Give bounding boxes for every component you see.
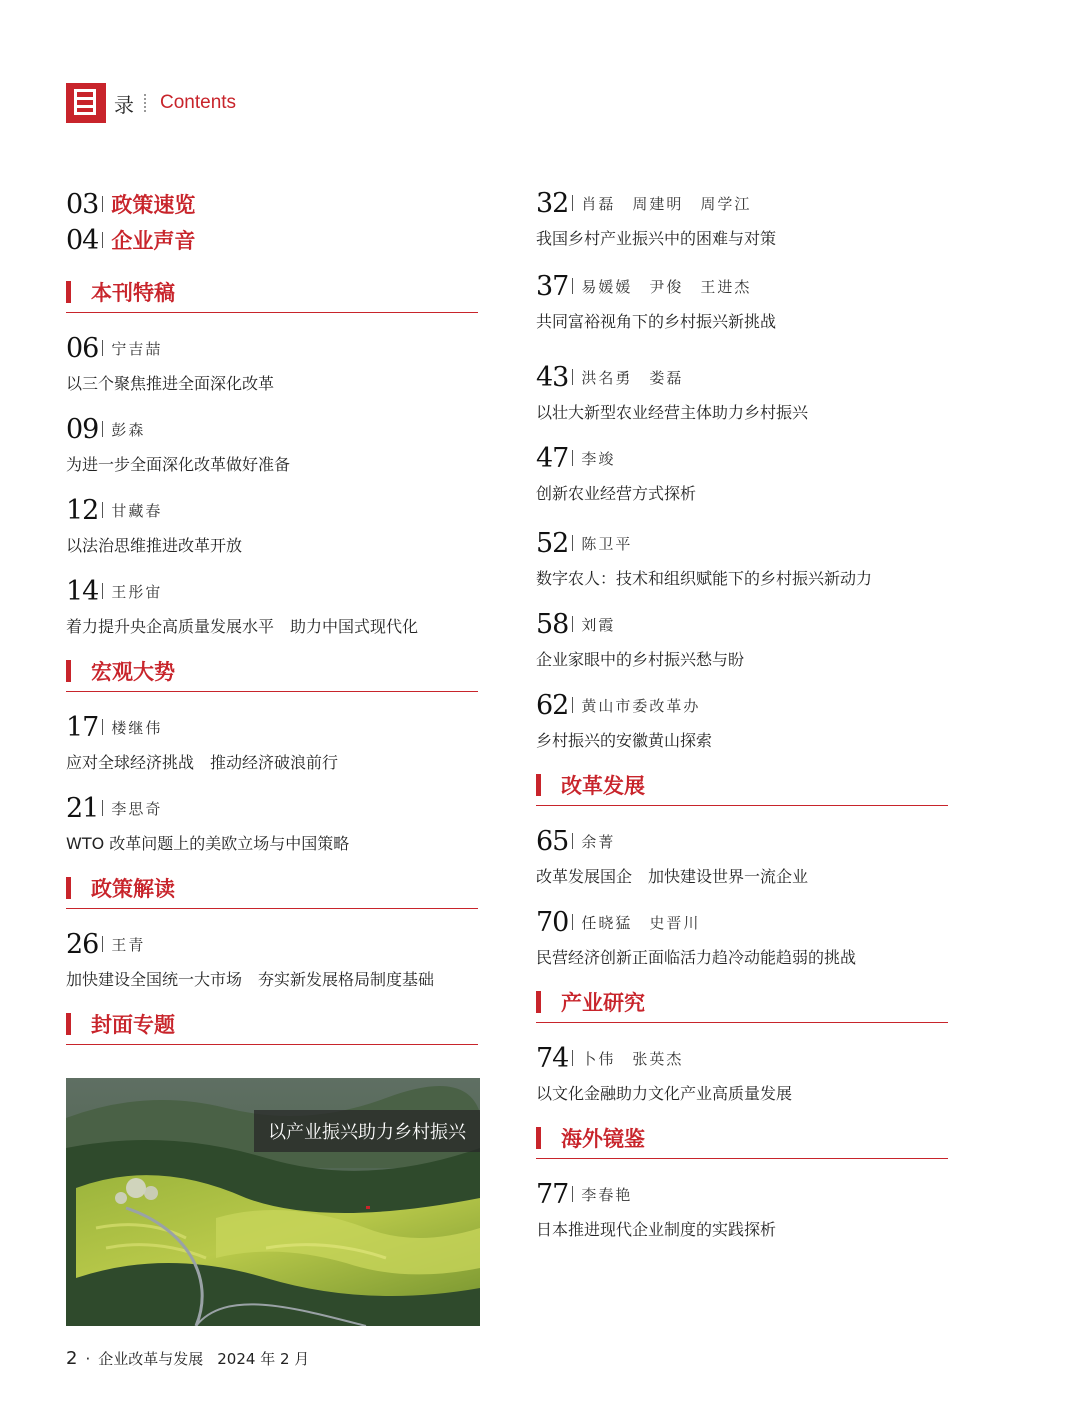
page-number: 65 <box>536 825 569 857</box>
article-entry[interactable] <box>536 269 948 332</box>
article-entry[interactable] <box>536 1177 948 1240</box>
divider <box>102 196 103 212</box>
header-contents-label: Contents <box>160 92 237 113</box>
author: 彭森 <box>111 420 146 439</box>
article-entry[interactable] <box>536 360 948 423</box>
section-title: 宏观大势 <box>91 660 175 684</box>
article-title: 应对全球经济挑战 推动经济破浪前行 <box>66 753 339 772</box>
divider <box>572 1186 573 1202</box>
page-number: 32 <box>536 187 569 219</box>
article-entry[interactable] <box>66 493 478 556</box>
section <box>66 1004 478 1045</box>
author: 宁吉喆 <box>111 339 163 358</box>
page-number: 77 <box>536 1178 569 1210</box>
toc-entry[interactable] <box>66 222 478 258</box>
section <box>66 651 478 854</box>
page-number: 09 <box>66 413 99 445</box>
section-header <box>536 1118 948 1159</box>
footer-dot: · <box>85 1349 91 1368</box>
page-number: 74 <box>536 1042 569 1074</box>
section <box>536 765 948 968</box>
cover-caption: 以产业振兴助力乡村振兴 <box>254 1110 480 1152</box>
divider <box>102 421 103 437</box>
section-title: 改革发展 <box>561 774 645 798</box>
page-number: 14 <box>66 575 99 607</box>
section-title: 本刊特稿 <box>91 281 175 305</box>
divider <box>572 195 573 211</box>
article-entry[interactable] <box>66 412 478 475</box>
divider <box>572 1050 573 1066</box>
section <box>66 868 478 990</box>
section-marker <box>66 877 71 899</box>
divider <box>572 369 573 385</box>
author: 王彤宙 <box>111 582 163 601</box>
page-number: 03 <box>66 188 99 220</box>
header-divider <box>144 94 146 112</box>
author: 甘藏春 <box>111 501 163 520</box>
divider <box>572 278 573 294</box>
section-header <box>66 868 478 909</box>
article-title: 创新农业经营方式探析 <box>536 484 697 503</box>
article-entry[interactable] <box>66 331 478 394</box>
cover-image[interactable] <box>66 1078 480 1326</box>
footer-journal: 企业改革与发展 <box>98 1350 204 1368</box>
page-number: 58 <box>536 608 569 640</box>
article-title: 民营经济创新正面临活力趋冷动能趋弱的挑战 <box>536 948 857 967</box>
left-column <box>66 186 478 1045</box>
mu-logo-icon <box>66 83 106 123</box>
article-entry[interactable] <box>536 441 948 504</box>
article-entry[interactable] <box>536 688 948 751</box>
page-number: 70 <box>536 906 569 938</box>
section-marker <box>536 1127 541 1149</box>
article-entry[interactable] <box>536 607 948 670</box>
article-entry[interactable] <box>536 905 948 968</box>
section <box>536 1118 948 1240</box>
divider <box>572 914 573 930</box>
author: 余菁 <box>581 832 616 851</box>
author: 李竣 <box>581 449 616 468</box>
divider <box>102 800 103 816</box>
page-number: 62 <box>536 689 569 721</box>
article-title: 着力提升央企高质量发展水平 助力中国式现代化 <box>66 617 419 636</box>
author: 黄山市委改革办 <box>581 696 701 715</box>
author: 易媛媛 尹俊 王进杰 <box>581 277 752 296</box>
footer-date: 2024 年 2 月 <box>217 1350 310 1368</box>
section-title: 海外镜鉴 <box>561 1127 645 1151</box>
divider <box>572 833 573 849</box>
article-title: 以壮大新型农业经营主体助力乡村振兴 <box>536 403 809 422</box>
divider <box>572 535 573 551</box>
page-number: 06 <box>66 332 99 364</box>
divider <box>102 502 103 518</box>
section-header <box>66 651 478 692</box>
divider <box>102 936 103 952</box>
page-number: 12 <box>66 494 99 526</box>
section-marker <box>66 660 71 682</box>
divider <box>102 719 103 735</box>
section-title: 产业研究 <box>561 991 645 1015</box>
article-title: 企业家眼中的乡村振兴愁与盼 <box>536 650 745 669</box>
article-title: 为进一步全面深化改革做好准备 <box>66 455 291 474</box>
section-marker <box>66 281 71 303</box>
page-number: 37 <box>536 270 569 302</box>
section-title: 封面专题 <box>91 1013 175 1037</box>
page-number: 47 <box>536 442 569 474</box>
article-entry[interactable] <box>536 1041 948 1104</box>
author: 肖磊 周建明 周学江 <box>581 194 752 213</box>
section-header <box>536 982 948 1023</box>
page-number: 17 <box>66 711 99 743</box>
section-header <box>66 1004 478 1045</box>
author: 陈卫平 <box>581 534 633 553</box>
author: 楼继伟 <box>111 718 163 737</box>
article-title: 乡村振兴的安徽黄山探索 <box>536 731 713 750</box>
article-title: 以法治思维推进改革开放 <box>66 536 243 555</box>
divider <box>572 697 573 713</box>
section-marker <box>536 774 541 796</box>
entry-title: 企业声音 <box>111 229 196 253</box>
section-header <box>536 765 948 806</box>
article-entry[interactable] <box>66 710 478 773</box>
article-title: 共同富裕视角下的乡村振兴新挑战 <box>536 312 777 331</box>
page-number: 43 <box>536 361 569 393</box>
entry-title: 政策速览 <box>111 193 196 217</box>
article-title: 加快建设全国统一大市场 夯实新发展格局制度基础 <box>66 970 435 989</box>
footer-page-number: 2 <box>66 1348 78 1369</box>
author: 任晓猛 史晋川 <box>581 913 701 932</box>
article-entry[interactable] <box>66 791 478 854</box>
article-title: 日本推进现代企业制度的实践探析 <box>536 1220 777 1239</box>
divider <box>572 616 573 632</box>
article-title: 改革发展国企 加快建设世界一流企业 <box>536 867 809 886</box>
article-title: 以文化金融助力文化产业高质量发展 <box>536 1084 793 1103</box>
divider <box>102 583 103 599</box>
header-lu: 录 <box>114 92 134 117</box>
right-column <box>536 186 948 1240</box>
page-number: 26 <box>66 928 99 960</box>
section <box>66 272 478 637</box>
article-title: 以三个聚焦推进全面深化改革 <box>66 374 275 393</box>
article-entry[interactable] <box>536 186 948 249</box>
article-entry[interactable] <box>536 526 948 589</box>
article-title: WTO 改革问题上的美欧立场与中国策略 <box>66 834 350 853</box>
section-marker <box>66 1013 71 1035</box>
contents-header <box>66 82 236 124</box>
divider <box>102 232 103 248</box>
article-entry[interactable] <box>66 927 478 990</box>
author: 王青 <box>111 935 146 954</box>
author: 李思奇 <box>111 799 163 818</box>
section-header <box>66 272 478 313</box>
author: 刘霞 <box>581 615 616 634</box>
author: 卜伟 张英杰 <box>581 1049 684 1068</box>
page-number: 04 <box>66 224 99 256</box>
author: 李春艳 <box>581 1185 633 1204</box>
page-footer <box>66 1348 309 1369</box>
toc-entry[interactable] <box>66 186 478 222</box>
section-title: 政策解读 <box>91 877 175 901</box>
page-number: 52 <box>536 527 569 559</box>
article-entry[interactable] <box>66 574 478 637</box>
author: 洪名勇 娄磊 <box>581 368 684 387</box>
divider <box>572 450 573 466</box>
divider <box>102 340 103 356</box>
section-marker <box>536 991 541 1013</box>
section <box>536 982 948 1104</box>
article-title: 我国乡村产业振兴中的困难与对策 <box>536 229 777 248</box>
page-number: 21 <box>66 792 99 824</box>
article-entry[interactable] <box>536 824 948 887</box>
article-title: 数字农人：技术和组织赋能下的乡村振兴新动力 <box>536 569 873 588</box>
